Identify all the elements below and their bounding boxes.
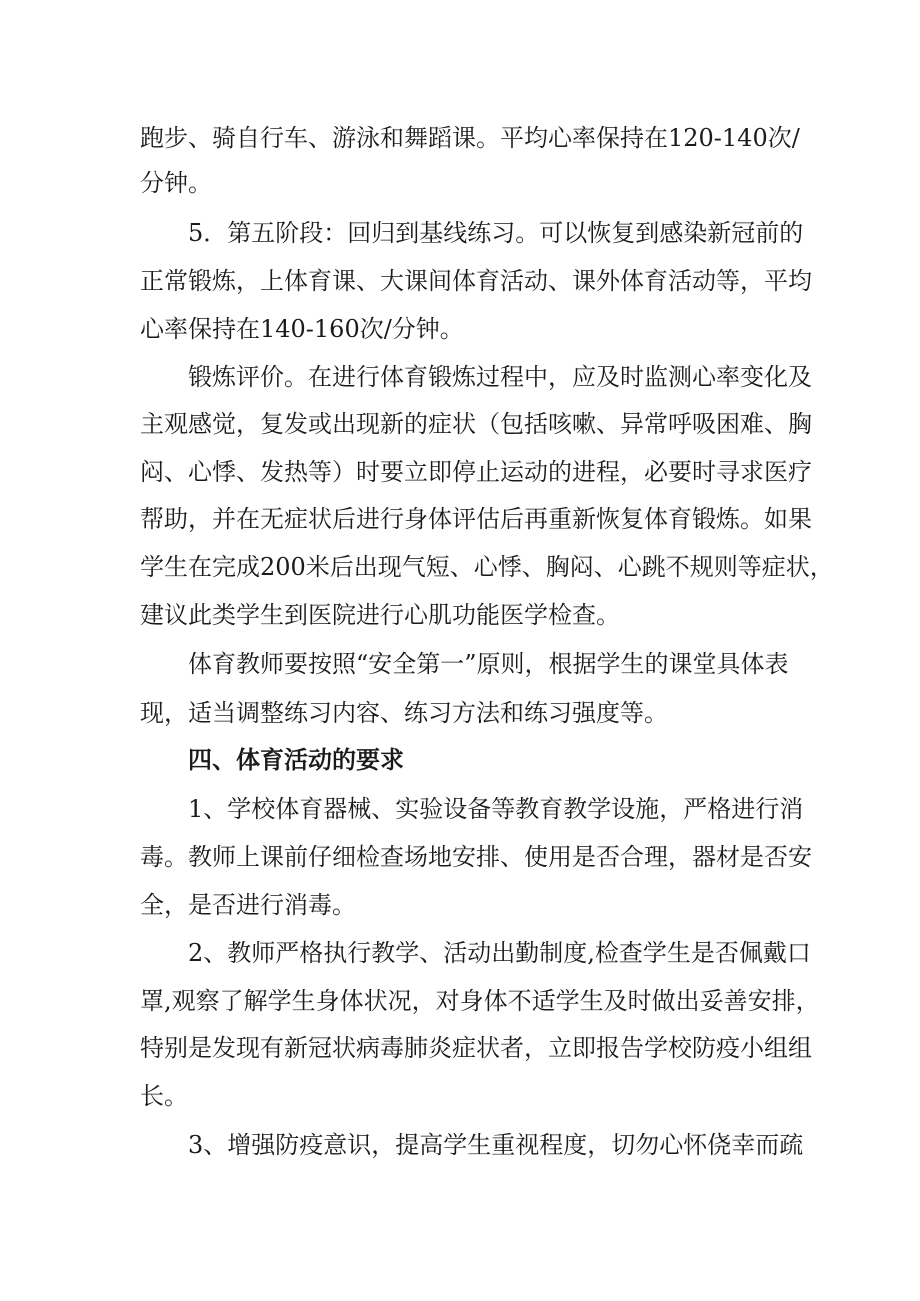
text-line: 闷、心悸、发热等）时要立即停止运动的进程，必要时寻求医疗 xyxy=(140,458,812,486)
text-line: 特别是发现有新冠状病毒肺炎症状者，立即报告学校防疫小组组 xyxy=(140,1034,812,1062)
text-line: 体育教师要按照“安全第一”原则，根据学生的课堂具体表 xyxy=(188,650,789,678)
text-line: 3、增强防疫意识，提高学生重视程度，切勿心怀侥幸而疏 xyxy=(188,1131,804,1159)
text-line: 罩,观察了解学生身体状况，对身体不适学生及时做出妥善安排， xyxy=(140,987,820,1015)
text-line: 现，适当调整练习内容、练习方法和练习强度等。 xyxy=(140,699,668,727)
text-line: 5．第五阶段：回归到基线练习。可以恢复到感染新冠前的 xyxy=(188,219,804,247)
text-line: 帮助，并在无症状后进行身体评估后再重新恢复体育锻炼。如果 xyxy=(140,505,812,533)
text-line: 毒。教师上课前仔细检查场地安排、使用是否合理，器材是否安 xyxy=(140,843,812,871)
text-line: 跑步、骑自行车、游泳和舞蹈课。平均心率保持在120-140次/ xyxy=(140,124,800,152)
section-heading: 四、体育活动的要求 xyxy=(188,746,404,774)
text-line: 1、学校体育器械、实验设备等教育教学设施，严格进行消 xyxy=(188,795,804,823)
text-line: 心率保持在140-160次/分钟。 xyxy=(140,315,464,343)
text-line: 2、教师严格执行教学、活动出勤制度,检查学生是否佩戴口 xyxy=(188,939,811,967)
text-line: 锻炼评价。在进行体育锻炼过程中，应及时监测心率变化及 xyxy=(188,363,812,391)
text-line: 长。 xyxy=(140,1082,188,1110)
text-line: 建议此类学生到医院进行心肌功能医学检查。 xyxy=(140,601,620,629)
text-line: 学生在完成200米后出现气短、心悸、胸闷、心跳不规则等症状， xyxy=(140,553,834,581)
text-line: 主观感觉，复发或出现新的症状（包括咳嗽、异常呼吸困难、胸 xyxy=(140,410,812,438)
text-line: 正常锻炼，上体育课、大课间体育活动、课外体育活动等，平均 xyxy=(140,267,812,295)
text-line: 全，是否进行消毒。 xyxy=(140,891,356,919)
text-line: 分钟。 xyxy=(140,169,212,197)
